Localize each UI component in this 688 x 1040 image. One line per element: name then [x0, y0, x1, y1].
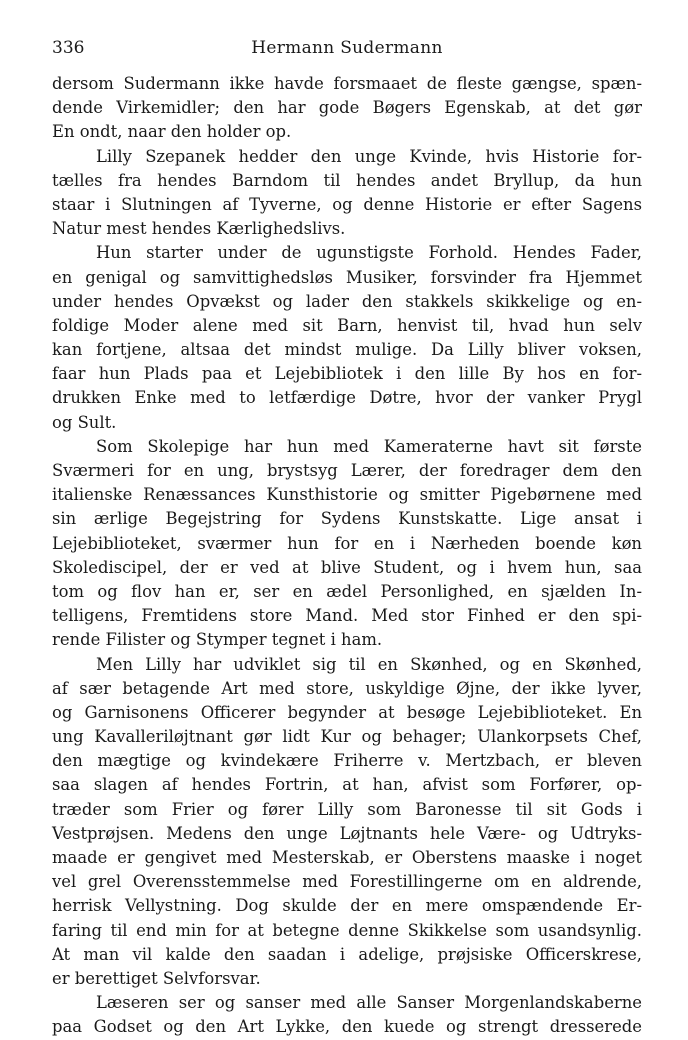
text-line: Som Skolepige har hun med Kameraterne havt sit første [96, 436, 642, 456]
text-line: Vestprøjsen. Medens den unge Løjtnants hele Være- og Udtryks- [52, 823, 642, 843]
paragraph [52, 145, 642, 242]
text-line: tom og flov han er, ser en ædel Personlighed, en sjælden In- [52, 581, 642, 601]
text-line: vel grel Overensstemmelse med Forestillingerne om en aldrende, [52, 872, 642, 892]
text-line: paa Godset og den Art Lykke, den kuede og strengt dresserede [52, 1017, 642, 1037]
text-line: herrisk Vellystning. Dog skulde der en mere omspændende Er- [52, 896, 642, 916]
text-line: og Sult. [52, 412, 117, 432]
text-line: dende Virkemidler; den har gode Bøgers Egenskab, at det gør [52, 98, 642, 118]
text-line: Men Lilly har udviklet sig til en Skønhed, og en Skønhed, [96, 654, 642, 674]
paragraph [52, 72, 642, 145]
paragraph [52, 653, 642, 992]
text-line: faar hun Plads paa et Lejebibliotek i den lille By hos en for- [52, 364, 642, 384]
text-line: En ondt, naar den holder op. [52, 122, 292, 142]
text-line: rende Filister og Stymper tegnet i ham. [52, 630, 383, 650]
text-line: Læseren ser og sanser med alle Sanser Morgenlandskaberne [96, 993, 642, 1013]
text-line: faring til end min for at betegne denne Skikkelse som usandsynlig. [52, 920, 642, 940]
text-line: kan fortjene, altsaa det mindst mulige. Da Lilly bliver voksen, [52, 340, 642, 360]
text-line: tælles fra hendes Barndom til hendes andet Bryllup, da hun [52, 170, 642, 190]
text-line: Skolediscipel, der er ved at blive Student, og i hvem hun, saa [52, 557, 642, 577]
text-line: italienske Renæssances Kunsthistorie og smitter Pigebørnene med [52, 485, 642, 505]
text-line: drukken Enke med to letfærdige Døtre, hvor der vanker Prygl [52, 388, 642, 408]
text-line: den mægtige og kvindekære Friherre v. Mertzbach, er bleven [52, 751, 642, 771]
paragraph [52, 991, 642, 1039]
text-line: At man vil kalde den saadan i adelige, prøjsiske Officerskrese, [52, 944, 642, 964]
text-line: Hun starter under de ugunstigste Forhold. Hendes Fader, [96, 243, 642, 263]
running-head-title: Hermann Sudermann [251, 38, 443, 58]
paragraph [52, 241, 642, 435]
text-line: Sværmeri for en ung, brystsyg Lærer, der foredrager dem den [52, 461, 642, 480]
text-line: træder som Frier og fører Lilly som Baronesse til sit Gods i [52, 799, 642, 819]
text-line: maade er gengivet med Mesterskab, er Oberstens maaske i noget [52, 848, 642, 867]
text-line: er berettiget Selvforsvar. [52, 968, 261, 988]
text-line: foldige Moder alene med sit Barn, henvist til, hvad hun selv [52, 315, 642, 335]
paragraph [52, 435, 642, 653]
text-line: Natur mest hendes Kærlighedslivs. [52, 219, 346, 239]
text-line: Lejebiblioteket, sværmer hun for en i Nærheden boende køn [52, 533, 642, 553]
page-number: 336 [52, 38, 85, 58]
text-line: staar i Slutningen af Tyverne, og denne Historie er efter Sagens [52, 194, 642, 214]
text-line: af sær betagende Art med store, uskyldige Øjne, der ikke lyver, [52, 678, 642, 698]
text-line: sin ærlige Begejstring for Sydens Kunstskatte. Lige ansat i [52, 509, 642, 529]
text-line: en genigal og samvittighedsløs Musiker, forsvinder fra Hjemmet [52, 267, 642, 287]
text-line: under hendes Opvækst og lader den stakkels skikkelige og en- [52, 291, 642, 311]
text-line: dersom Sudermann ikke havde forsmaaet de fleste gængse, spæn- [52, 74, 642, 93]
text-line: ung Kavalleriløjtnant gør lidt Kur og behager; Ulankorpsets Chef, [52, 727, 642, 747]
text-line: Lilly Szepanek hedder den unge Kvinde, hvis Historie for- [96, 146, 642, 166]
running-header [52, 36, 642, 60]
text-line: telligens, Fremtidens store Mand. Med stor Finhed er den spi- [52, 606, 642, 626]
text-line: saa slagen af hendes Fortrin, at han, afvist som Forfører, op- [52, 775, 642, 795]
body-text [52, 72, 642, 1040]
text-line: og Garnisonens Officerer begynder at besøge Lejebiblioteket. En [52, 702, 642, 722]
